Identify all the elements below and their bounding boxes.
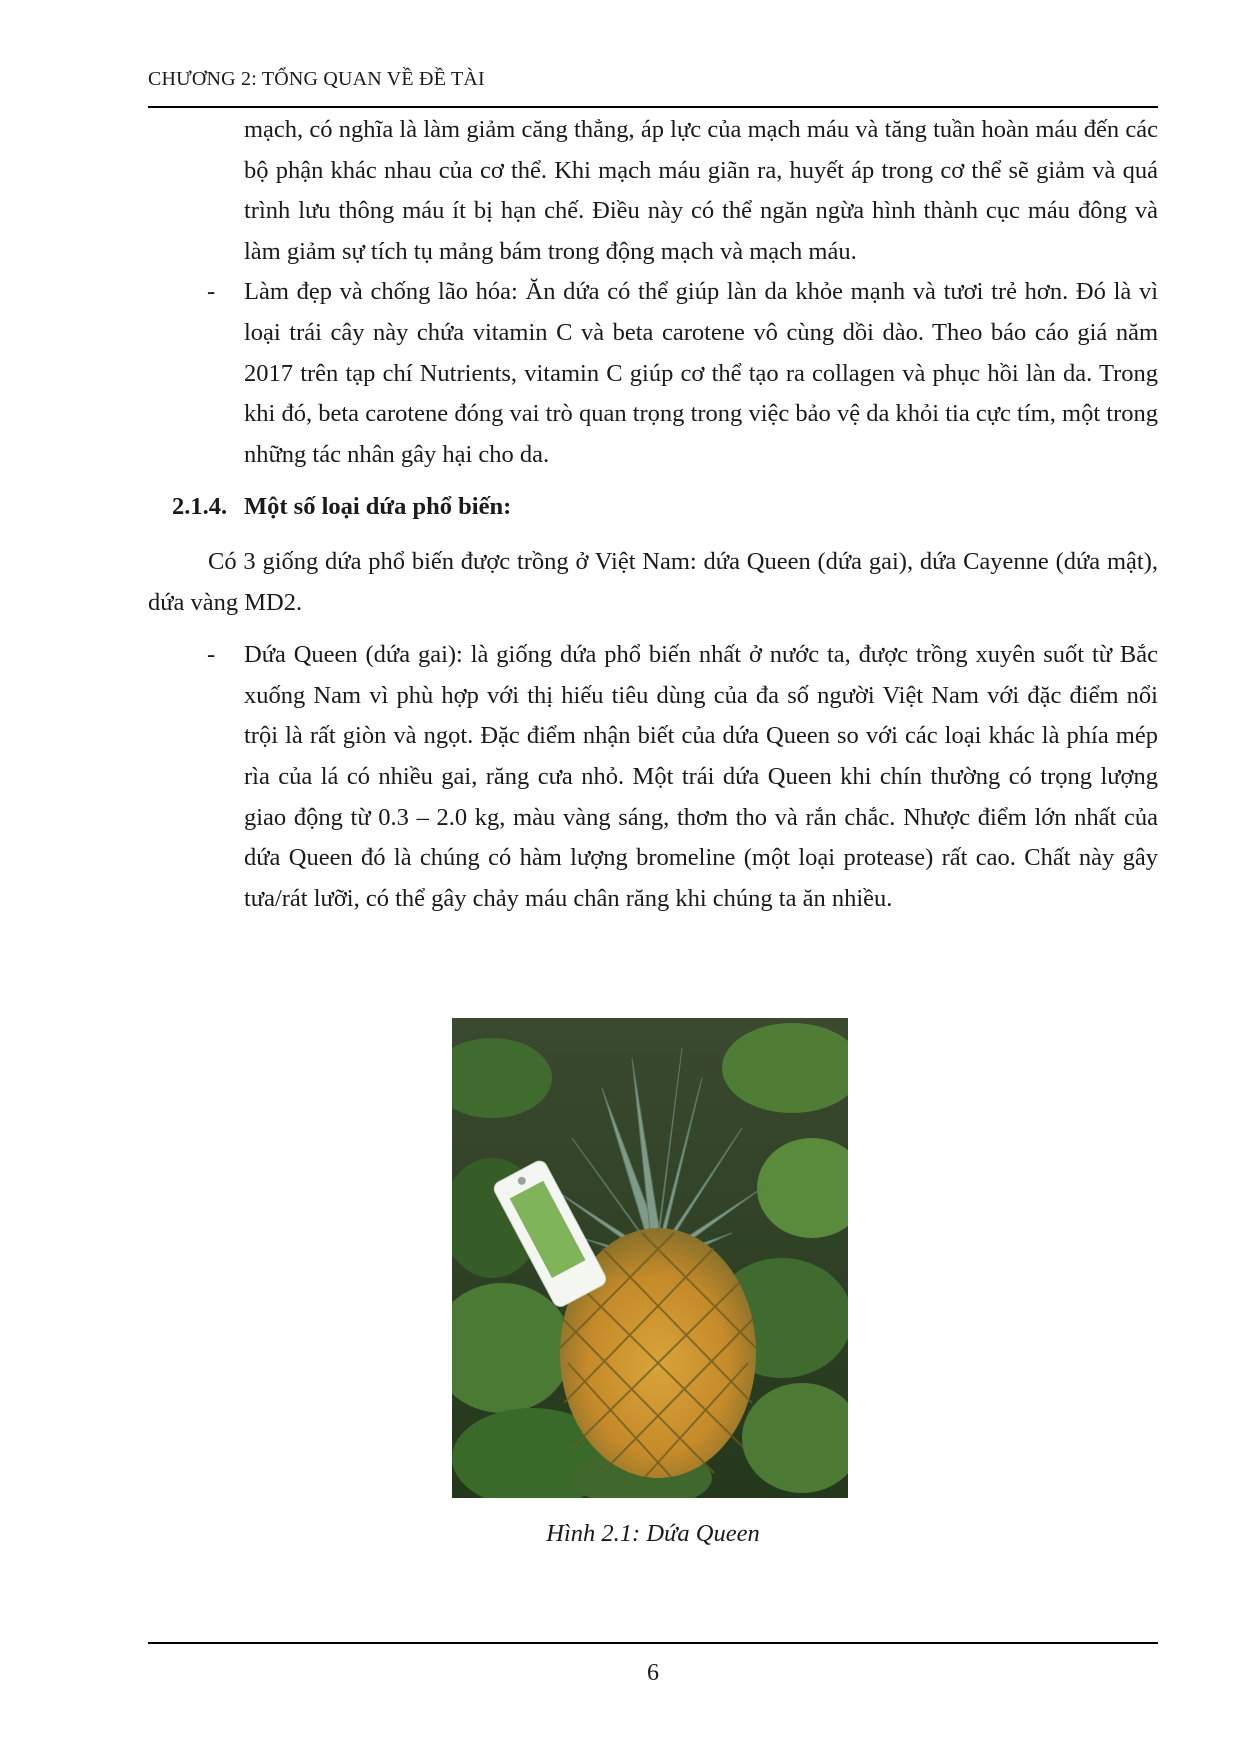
list-item-beauty — [148, 272, 1158, 475]
intro-paragraph: Có 3 giống dứa phổ biến được trồng ở Việt Nam: dứa Queen (dứa gai), dứa Cayenne (dứa mật), dứa vàng MD2. — [148, 547, 1158, 616]
bullet-dash: - — [207, 641, 216, 669]
pineapple-illustration — [452, 1018, 848, 1498]
figure-caption: Hình 2.1: Dứa Queen — [546, 1520, 760, 1547]
bullet-dash: - — [207, 278, 216, 306]
section-number: 2.1.4. — [172, 493, 228, 521]
bullet-queen-text: Dứa Queen (dứa gai): là giống dứa phổ biến nhất ở nước ta, được trồng xuyên suốt từ Bắc xuống Nam vì phù hợp với thị hiếu tiêu dùng của đa số người Việt Nam với đặc điểm nổi trội là rất giòn và ngọt. Đặc điểm nhận biết của dứa Queen so với các loại khác là phía mép rìa của lá có nhiều gai, răng cưa nhỏ. Một trái dứa Queen khi chín thường có trọng lượng giao động từ 0.3 – 2.0 kg, màu vàng sáng, thơm tho và rắn chắc. Nhược điểm lớn nhất của dứa Queen đó là chúng có hàm lượng bromeline (một loại protease) rất cao. Chất này gây tưa/rát lưỡi, có thể gây chảy máu chân răng khi chúng ta ăn nhiều. — [244, 641, 1158, 912]
bullet-beauty-text: Làm đẹp và chống lão hóa: Ăn dứa có thể giúp làn da khỏe mạnh và tươi trẻ hơn. Đó là vì loại trái cây này chứa vitamin C và beta carotene vô cùng dồi dào. Theo báo cáo giá năm 2017 trên tạp chí Nutrients, vitamin C giúp cơ thể tạo ra collagen và phục hồi làn da. Trong khi đó, beta carotene đóng vai trò quan trọng trong việc bảo vệ da khỏi tia cực tím, một trong những tác nhân gây hại cho da. — [244, 278, 1158, 468]
footer-rule — [148, 1642, 1158, 1644]
continued-list-item — [148, 110, 1158, 272]
list-item-queen — [148, 635, 1158, 919]
page-content — [148, 110, 1158, 919]
running-header: CHƯƠNG 2: TỔNG QUAN VỀ ĐỀ TÀI — [148, 68, 485, 90]
page-number: 6 — [647, 1660, 659, 1686]
section-heading — [148, 487, 1158, 528]
pineapple-photo — [452, 1018, 848, 1498]
continued-paragraph: mạch, có nghĩa là làm giảm căng thẳng, áp lực của mạch máu và tăng tuần hoàn máu đến các bộ phận khác nhau của cơ thể. Khi mạch máu giãn ra, huyết áp trong cơ thể sẽ giảm và quá trình lưu thông máu ít bị hạn chế. Điều này có thể ngăn ngừa hình thành cục máu đông và làm giảm sự tích tụ mảng bám trong động mạch và mạch máu. — [244, 116, 1158, 265]
section-title: Một số loại dứa phổ biến: — [244, 493, 512, 521]
header-rule — [148, 106, 1158, 108]
